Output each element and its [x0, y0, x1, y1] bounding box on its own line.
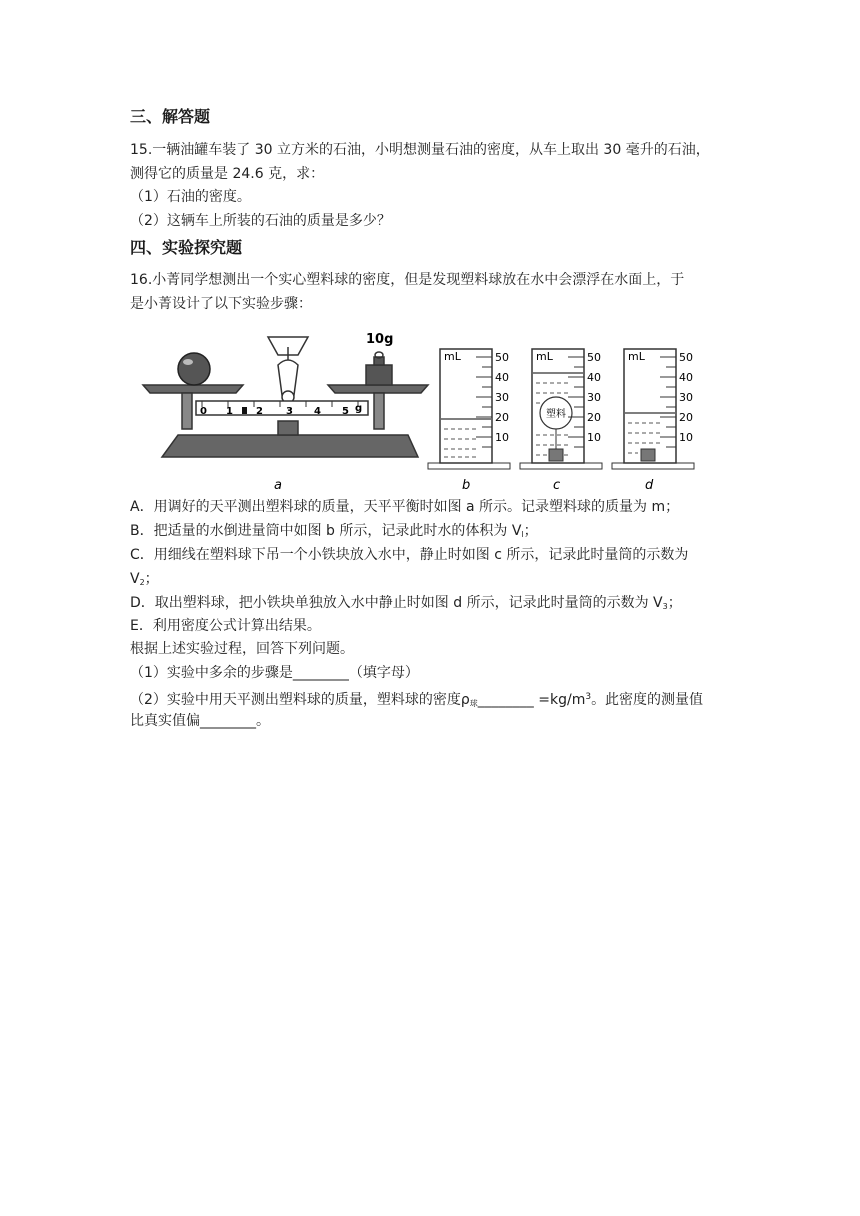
q15-line2: 测得它的质量是 24.6 克，求：: [130, 166, 325, 182]
step-b: [130, 521, 742, 545]
q16-line1: 16.小菁同学想测出一个实心塑料球的密度，但是发现塑料球放在水中会漂浮在水面上，于: [130, 272, 685, 288]
scale-d-50: 50: [679, 351, 693, 364]
scale-b-30: 30: [495, 391, 509, 404]
balance-tick-unit: g: [355, 403, 363, 414]
balance-tick-5: 5: [342, 406, 349, 417]
balance-rider: [242, 407, 247, 414]
scale-c-50: 50: [587, 351, 601, 364]
ans2-subscript: 球: [469, 699, 478, 708]
balance-tick-3: 3: [286, 406, 293, 417]
step-d-end: ；: [667, 595, 682, 611]
scale-d-20: 20: [679, 411, 693, 424]
step-c-subscript: 2: [139, 578, 145, 587]
scale-d-30: 30: [679, 391, 693, 404]
balance-tick-4: 4: [314, 406, 321, 417]
q15-part2: （2）这辆车上所装的石油的质量是多少？: [130, 213, 391, 229]
ans2-text: （2）实验中用天平测出塑料球的质量，塑料球的密度ρ: [130, 692, 470, 708]
cylinder-d: [612, 349, 694, 469]
q16-line2: 是小菁设计了以下实验步骤：: [130, 296, 312, 312]
caption-b: b: [462, 478, 471, 493]
step-c-end: ；: [144, 571, 159, 587]
q16-intro: 根据上述实验过程，回答下列问题。: [130, 641, 354, 657]
step-c-line1: C．用细线在塑料球下吊一个小铁块放入水中，静止时如图 c 所示，记录此时量筒的示数为: [130, 547, 689, 563]
balance-tick-1: 1: [226, 406, 233, 417]
step-d-subscript: 3: [662, 602, 668, 611]
ans2-superscript: 3: [585, 692, 592, 702]
caption-c: c: [553, 478, 561, 493]
step-b-subscript: l: [521, 530, 524, 539]
caption-a: a: [274, 478, 282, 493]
scale-c-40: 40: [587, 371, 601, 384]
scale-c-10: 10: [587, 431, 601, 444]
unit-label-b: mL: [444, 350, 461, 363]
scale-b-20: 20: [495, 411, 509, 424]
balance-tick-0: 0: [200, 406, 207, 417]
step-e: E．利用密度公式计算出结果。: [130, 618, 321, 634]
step-c-line2: [130, 569, 742, 593]
caption-d: d: [645, 478, 654, 493]
section-heading-answer: 三、解答题: [130, 107, 211, 126]
scale-d-10: 10: [679, 431, 693, 444]
scale-b-40: 40: [495, 371, 509, 384]
step-a: A．用调好的天平测出塑料球的质量，天平平衡时如图 a 所示。记录塑料球的质量为 m；: [130, 499, 680, 515]
q16-answer-2-line2: 比真实值偏________。: [130, 713, 270, 729]
scale-b-10: 10: [495, 431, 509, 444]
scale-d-40: 40: [679, 371, 693, 384]
unit-label-d: mL: [628, 350, 645, 363]
q16-answer-1: （1）实验中多余的步骤是________（填字母）: [130, 665, 419, 681]
ans2-end: 。此密度的测量值: [591, 692, 704, 708]
balance-tick-2: 2: [256, 406, 263, 417]
experiment-figure: [138, 325, 698, 497]
weight-label: 10g: [366, 332, 394, 347]
scale-b-50: 50: [495, 351, 509, 364]
ans2-blank: ________ =kg/m: [477, 692, 586, 708]
balance-diagram: [143, 337, 428, 457]
plastic-ball-label: 塑料: [546, 409, 566, 420]
step-b-end: ；: [523, 523, 538, 539]
step-d: [130, 593, 742, 617]
scale-c-30: 30: [587, 391, 601, 404]
step-d-text: D．取出塑料球，把小铁块单独放入水中静止时如图 d 所示，记录此时量筒的示数为 V: [130, 595, 663, 611]
cylinder-b: [428, 349, 510, 469]
scale-c-20: 20: [587, 411, 601, 424]
step-c-v: V: [130, 571, 140, 587]
q15-part1: （1）石油的密度。: [130, 189, 251, 205]
step-b-text: B．把适量的水倒进量筒中如图 b 所示，记录此时水的体积为 V: [130, 523, 522, 539]
section-heading-experiment: 四、实验探究题: [130, 238, 243, 257]
q16-answer-2: [130, 687, 742, 714]
unit-label-c: mL: [536, 350, 553, 363]
q15-line1: 15.一辆油罐车装了 30 立方米的石油，小明想测量石油的密度，从车上取出 30 毫升的石油，: [130, 142, 710, 158]
